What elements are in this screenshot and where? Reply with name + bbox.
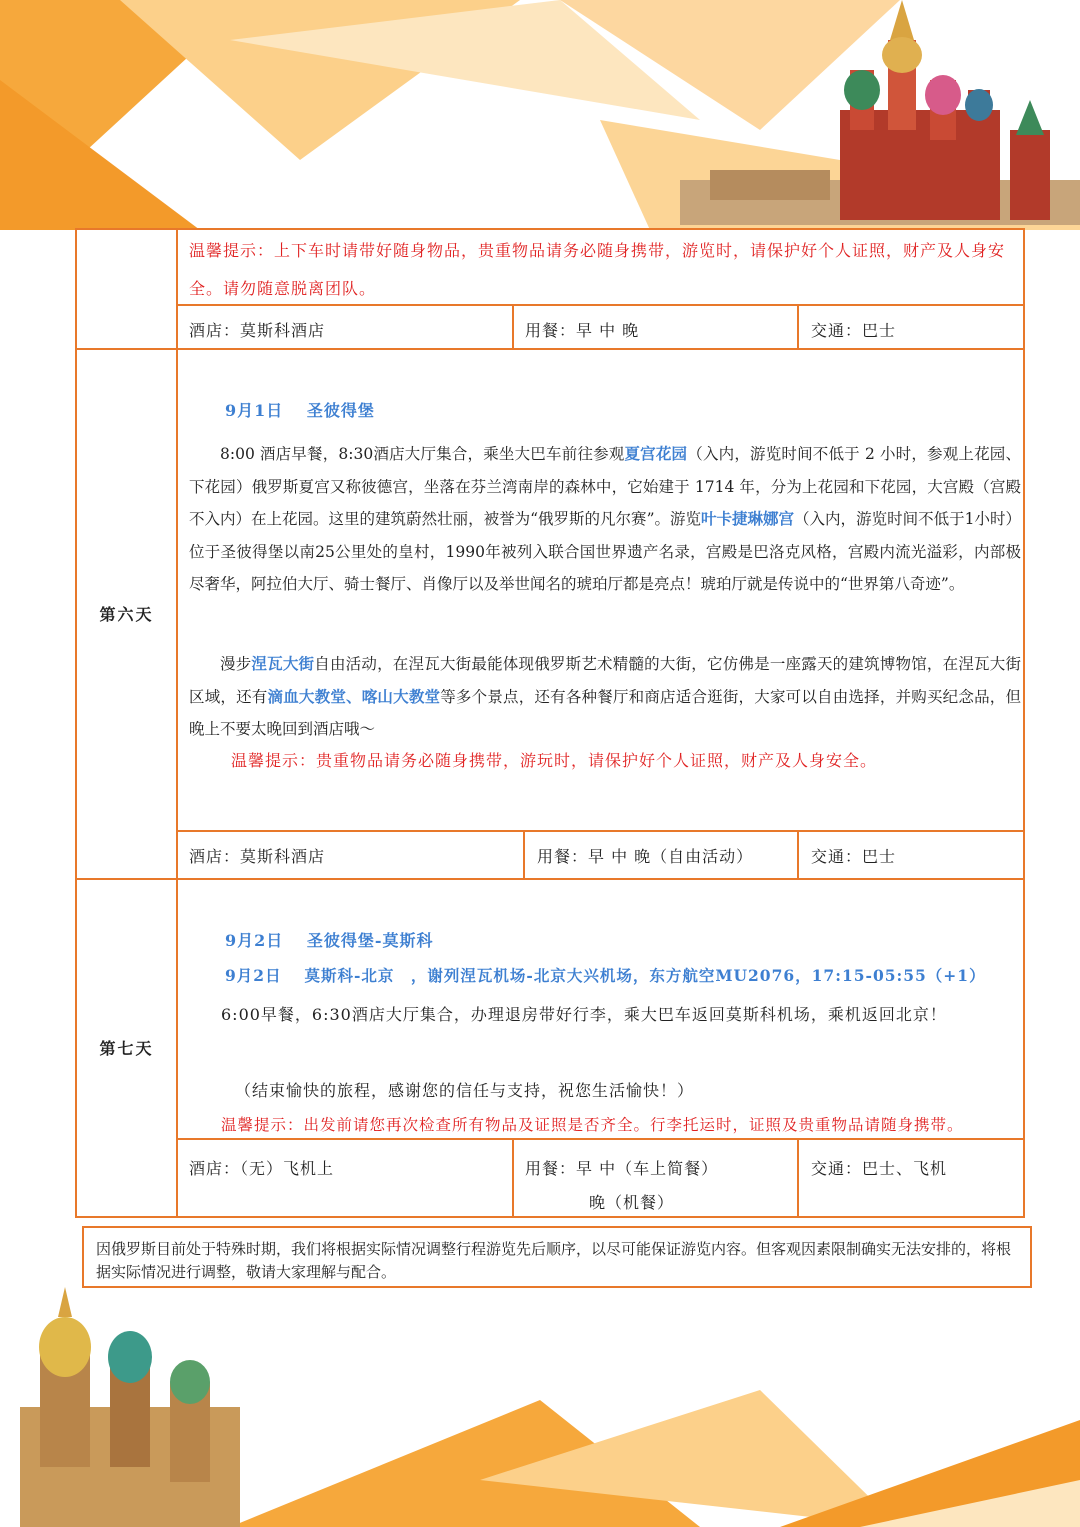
day6-p2-text-b: 自由活动，在涅瓦大街最能体现俄罗斯艺术精髓的大街，它仿佛是一座露天的建筑博物馆，在涅瓦大街区域，还有 [189,655,1021,706]
day7-paragraph-1: 6:00早餐，6:30酒店大厅集合，办理退房带好行李，乘大巴车返回莫斯科机场，乘机返回北京！ [221,1005,947,1024]
day6-p1-text-b: （入内，游览时间不低于 2 小时，参观上花园、下花园）俄罗斯夏宫又称彼德宫，坐落在芬兰湾南岸的森林中，它始建于 1714 年，分为上花园和下花园，大宫殿（宫殿不入内）在上花园。这里的建筑蔚然壮丽，被誉为“俄罗斯的凡尔赛”。游览 [189,445,1022,528]
church-on-spilled-blood-illustration [0,1287,250,1527]
day6-tip: 温馨提示：贵重物品请务必随身携带，游玩时，请保护好个人证照，财产及人身安全。 [231,751,878,770]
day5-hotel: 酒店：莫斯科酒店 [189,321,326,340]
day7-label: 第七天 [99,1038,154,1058]
day5-meals: 用餐：早 中 晚 [525,321,640,340]
day6-p1-text-a: 8:00 酒店早餐，8:30酒店大厅集合，乘坐大巴车前往参观 [220,445,625,463]
day6-label: 第六天 [99,604,154,624]
day5-tip: 温馨提示：上下车时请带好随身物品，贵重物品请务必随身携带，游览时，请保护好个人证照，财产及人身安全。请勿随意脱离团队。 [189,241,1006,298]
day6-meals: 用餐：早 中 晚（自由活动） [537,847,754,866]
day6-highlight-catherine-palace: 叶卡捷琳娜宫 [701,509,795,528]
day6-highlight-cathedrals: 滴血大教堂、喀山大教堂 [267,686,441,706]
day6-p2-text-a: 漫步 [220,655,252,673]
day6-p2-text-c: 等多个景点，还有各种餐厅和商店适合逛街，大家可以自由选择，并购买纪念品，但晚上不要太晚回到酒店哦～ [189,687,1021,738]
day7-hotel: 酒店：（无）飞机上 [189,1159,335,1178]
day5-transport: 交通：巴士 [811,321,897,340]
day6-paragraph-2 [189,648,1021,746]
day5-label-cell [77,230,178,348]
day6-date-heading: 9月1日 圣彼得堡 [225,401,375,420]
day7-transport: 交通：巴士、飞机 [811,1159,948,1178]
day6-label-cell [77,348,178,878]
day6-hotel: 酒店：莫斯科酒店 [189,847,326,866]
day7-meals-line-2: 晚（机餐） [589,1193,675,1212]
day6-paragraph-1 [189,438,1021,601]
day7-label-cell [77,878,178,1216]
day6-p1-text-c: （入内，游览时间不低于1小时）位于圣彼得堡以南25公里处的皇村，1990年被列入联合国世界遗产名录，宫殿是巴洛克风格，宫殿内流光溢彩，内部极尽奢华，阿拉伯大厅、骑士餐厅、肖像厅以及举世闻名的琥珀厅都是亮点！琥珀厅就是传说中的“世界第八奇迹”。 [189,510,1021,593]
day7-date-heading-1: 9月2日 圣彼得堡-莫斯科 [225,931,434,950]
footer-disclaimer: 因俄罗斯目前处于特殊时期，我们将根据实际情况调整行程游览先后顺序，以尽可能保证游览内容。但客观因素限制确实无法安排的，将根据实际情况进行调整，敬请大家理解与配合。 [82,1226,1032,1288]
itinerary-table [75,228,1025,1218]
day7-paragraph-2: （结束愉快的旅程，感谢您的信任与支持，祝您生活愉快！） [235,1081,695,1100]
day6-highlight-summer-palace: 夏宫花园 [624,444,688,463]
day6-transport: 交通：巴士 [811,847,897,866]
day7-tip: 温馨提示：出发前请您再次检查所有物品及证照是否齐全。行李托运时，证照及贵重物品请随身携带。 [221,1116,964,1134]
day7-date-heading-2: 9月2日 莫斯科-北京 ，谢列涅瓦机场-北京大兴机场，东方航空MU2076，17:15-05:55（+1） [225,966,986,985]
day6-highlight-nevsky: 涅瓦大街 [251,654,315,673]
st-basil-cathedral-illustration [650,0,1080,230]
day7-meals-line-1: 用餐：早 中（车上简餐） [525,1159,719,1178]
